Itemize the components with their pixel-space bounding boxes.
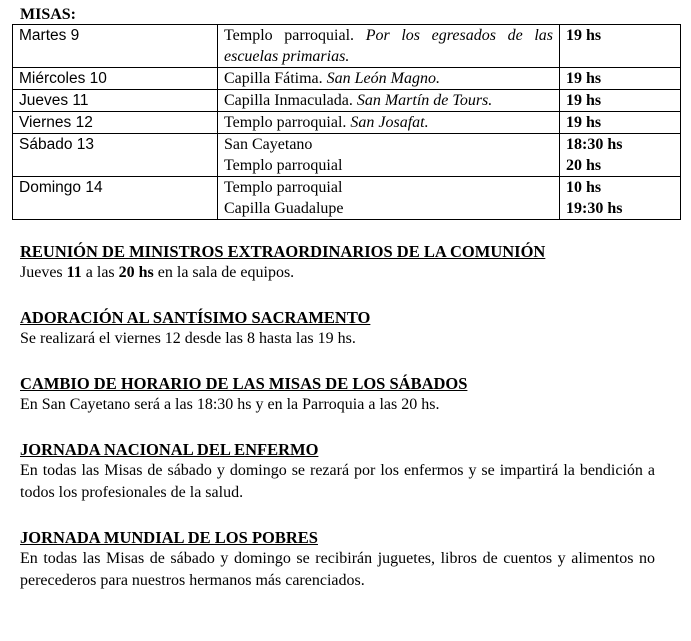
day-cell: Domingo 14 — [13, 177, 218, 220]
misas-table — [12, 24, 681, 220]
section-ministros — [20, 242, 680, 284]
section-body — [20, 262, 680, 284]
time-cell: 19 hs — [560, 112, 681, 134]
day-cell: Jueves 11 — [13, 90, 218, 112]
table-row — [13, 68, 681, 90]
section-body: En todas las Misas de sábado y domingo se rezará por los enfermos y se impartirá la bendición a todos los profesionales de la salud. — [20, 462, 655, 501]
place-text: Templo parroquial. — [224, 27, 355, 44]
time-cell — [560, 134, 681, 177]
body-text: a las — [81, 264, 119, 281]
place-cell — [218, 134, 560, 177]
place-text: San Cayetano — [224, 136, 313, 153]
day-cell: Viernes 12 — [13, 112, 218, 134]
table-row — [13, 25, 681, 68]
time-cell: 19 hs — [560, 68, 681, 90]
body-text: en la sala de equipos. — [153, 264, 295, 281]
section-cambio-horario — [20, 374, 680, 416]
intention-text: San Martín de Tours. — [356, 92, 493, 109]
place-cell — [218, 68, 560, 90]
time-text: 19:30 hs — [566, 200, 623, 217]
place-text: Capilla Inmaculada. — [224, 92, 353, 109]
table-row — [13, 112, 681, 134]
section-body: En San Cayetano será a las 18:30 hs y en la Parroquia a las 20 hs. — [20, 396, 440, 413]
place-cell — [218, 90, 560, 112]
section-pobres — [20, 528, 680, 592]
intention-text: San León Magno. — [326, 70, 440, 87]
table-row — [13, 177, 681, 220]
place-text: Templo parroquial — [224, 157, 343, 174]
place-text: Capilla Guadalupe — [224, 200, 344, 217]
time-cell — [560, 177, 681, 220]
section-title: ADORACIÓN AL SANTÍSIMO SACRAMENTO — [20, 308, 371, 327]
day-cell: Miércoles 10 — [13, 68, 218, 90]
body-text: Jueves — [20, 264, 67, 281]
time-cell: 19 hs — [560, 90, 681, 112]
section-title: JORNADA MUNDIAL DE LOS POBRES — [20, 528, 318, 547]
section-body: En todas las Misas de sábado y domingo se recibirán juguetes, libros de cuentos y alimentos no perecederos para nuestros hermanos más carenciados. — [20, 550, 655, 589]
place-text: Capilla Fátima. — [224, 70, 323, 87]
section-title: CAMBIO DE HORARIO DE LAS MISAS DE LOS SÁBADOS — [20, 374, 468, 393]
time-text: 10 hs — [566, 179, 602, 196]
place-cell — [218, 112, 560, 134]
table-row — [13, 134, 681, 177]
section-enfermo — [20, 440, 680, 504]
body-day: 11 — [66, 264, 82, 281]
body-time: 20 hs — [118, 264, 154, 281]
section-adoracion — [20, 308, 680, 350]
place-cell — [218, 177, 560, 220]
intention-text: Por los egresados de las escuelas primarias. — [224, 27, 554, 65]
section-title: JORNADA NACIONAL DEL ENFERMO — [20, 440, 319, 459]
time-cell: 19 hs — [560, 25, 681, 68]
section-body: Se realizará el viernes 12 desde las 8 hasta las 19 hs. — [20, 330, 356, 347]
day-cell: Martes 9 — [13, 25, 218, 68]
intention-text: San Josafat. — [350, 114, 429, 131]
place-text: Templo parroquial — [224, 179, 343, 196]
place-cell — [218, 25, 560, 68]
section-title: REUNIÓN DE MINISTROS EXTRAORDINARIOS DE LA COMUNIÓN — [20, 242, 546, 261]
time-text: 18:30 hs — [566, 136, 623, 153]
announcements — [20, 242, 680, 592]
place-text: Templo parroquial. — [224, 114, 347, 131]
misas-heading: MISAS: — [20, 6, 77, 23]
table-row — [13, 90, 681, 112]
time-text: 20 hs — [566, 157, 602, 174]
day-cell: Sábado 13 — [13, 134, 218, 177]
bulletin — [12, 6, 680, 592]
